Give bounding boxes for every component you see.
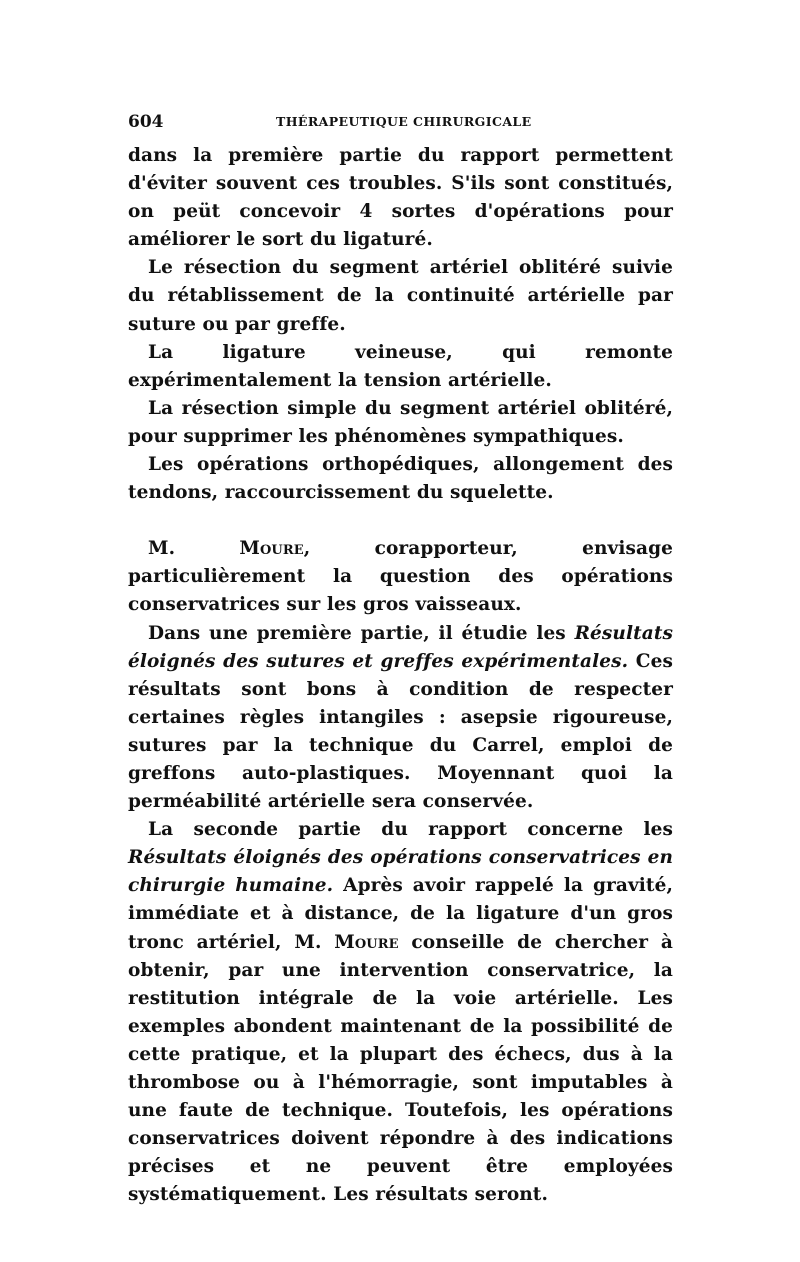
paragraph-continuation: dans la première partie du rapport permettent d'éviter souvent ces troubles. S'ils sont constitués, on peüt concevoir 4 sortes d'opérations pour améliorer le sort du ligaturé.	[128, 145, 673, 251]
paragraph-human-surgery	[128, 816, 673, 1209]
second-part-body: conseille de chercher à obtenir, par une intervention conservatrice, la restitution intégrale de la voie artérielle. Les exemples abondent maintenant de la possibilité de cette pratique, et la plupart des échecs, dus à la thrombose ou à l'hémorragie, sont imputables à une faute de technique. Toutefois, les opérations conservatrices doivent répondre à des indications précises et ne peuvent être employées systématiquement. Les résultats seront.	[128, 931, 673, 1206]
paragraph-orthopedic: Les opérations orthopédiques, allongement des tendons, raccourcissement du squelette.	[128, 454, 673, 504]
results-title: Résultats éloignés des sutures et greffes expérimentales.	[128, 622, 673, 672]
paragraph-moure	[128, 535, 673, 619]
body-text	[128, 142, 673, 1209]
results-body: Ces résultats sont bons à condition de respecter certaines règles intangiles : asepsie rigoureuse, sutures par la technique du Carrel, emploi de greffons auto-plastiques. Moyennant quoi la perméabilité artérielle sera conservée.	[128, 650, 673, 813]
second-part-intro: La seconde partie du rapport concerne les	[148, 819, 673, 841]
second-part-name: Moure	[334, 931, 399, 953]
moure-prefix: M.	[148, 538, 176, 560]
running-title: THÉRAPEUTIQUE CHIRURGICALE	[276, 114, 532, 129]
running-head	[128, 112, 673, 142]
results-intro: Dans une première partie, il étudie les	[148, 622, 575, 644]
moure-text: , corapporteur, envisage particulièrement la question des opérations conservatrices sur les gros vaisseaux.	[128, 538, 674, 616]
second-part-title: Résultats éloignés des opérations conservatrices en chirurgie humaine.	[128, 847, 673, 897]
page-number: 604	[128, 112, 164, 132]
paragraph-simple-resection: La résection simple du segment artériel oblitéré, pour supprimer les phénomènes sympathiques.	[128, 397, 673, 447]
paragraph-experimental-results	[128, 620, 673, 817]
second-part-middle: Après avoir rappelé la gravité, immédiate et à distance, de la ligature d'un gros tronc artériel, M.	[128, 875, 673, 953]
book-page	[128, 112, 673, 1209]
paragraph-resection-suture: Le résection du segment artériel oblitéré suivie du rétablissement de la continuité artérielle par suture ou par greffe.	[128, 257, 673, 335]
paragraph-venous-ligature: La ligature veineuse, qui remonte expérimentalement la tension artérielle.	[128, 341, 673, 391]
moure-name: Moure	[239, 538, 304, 560]
